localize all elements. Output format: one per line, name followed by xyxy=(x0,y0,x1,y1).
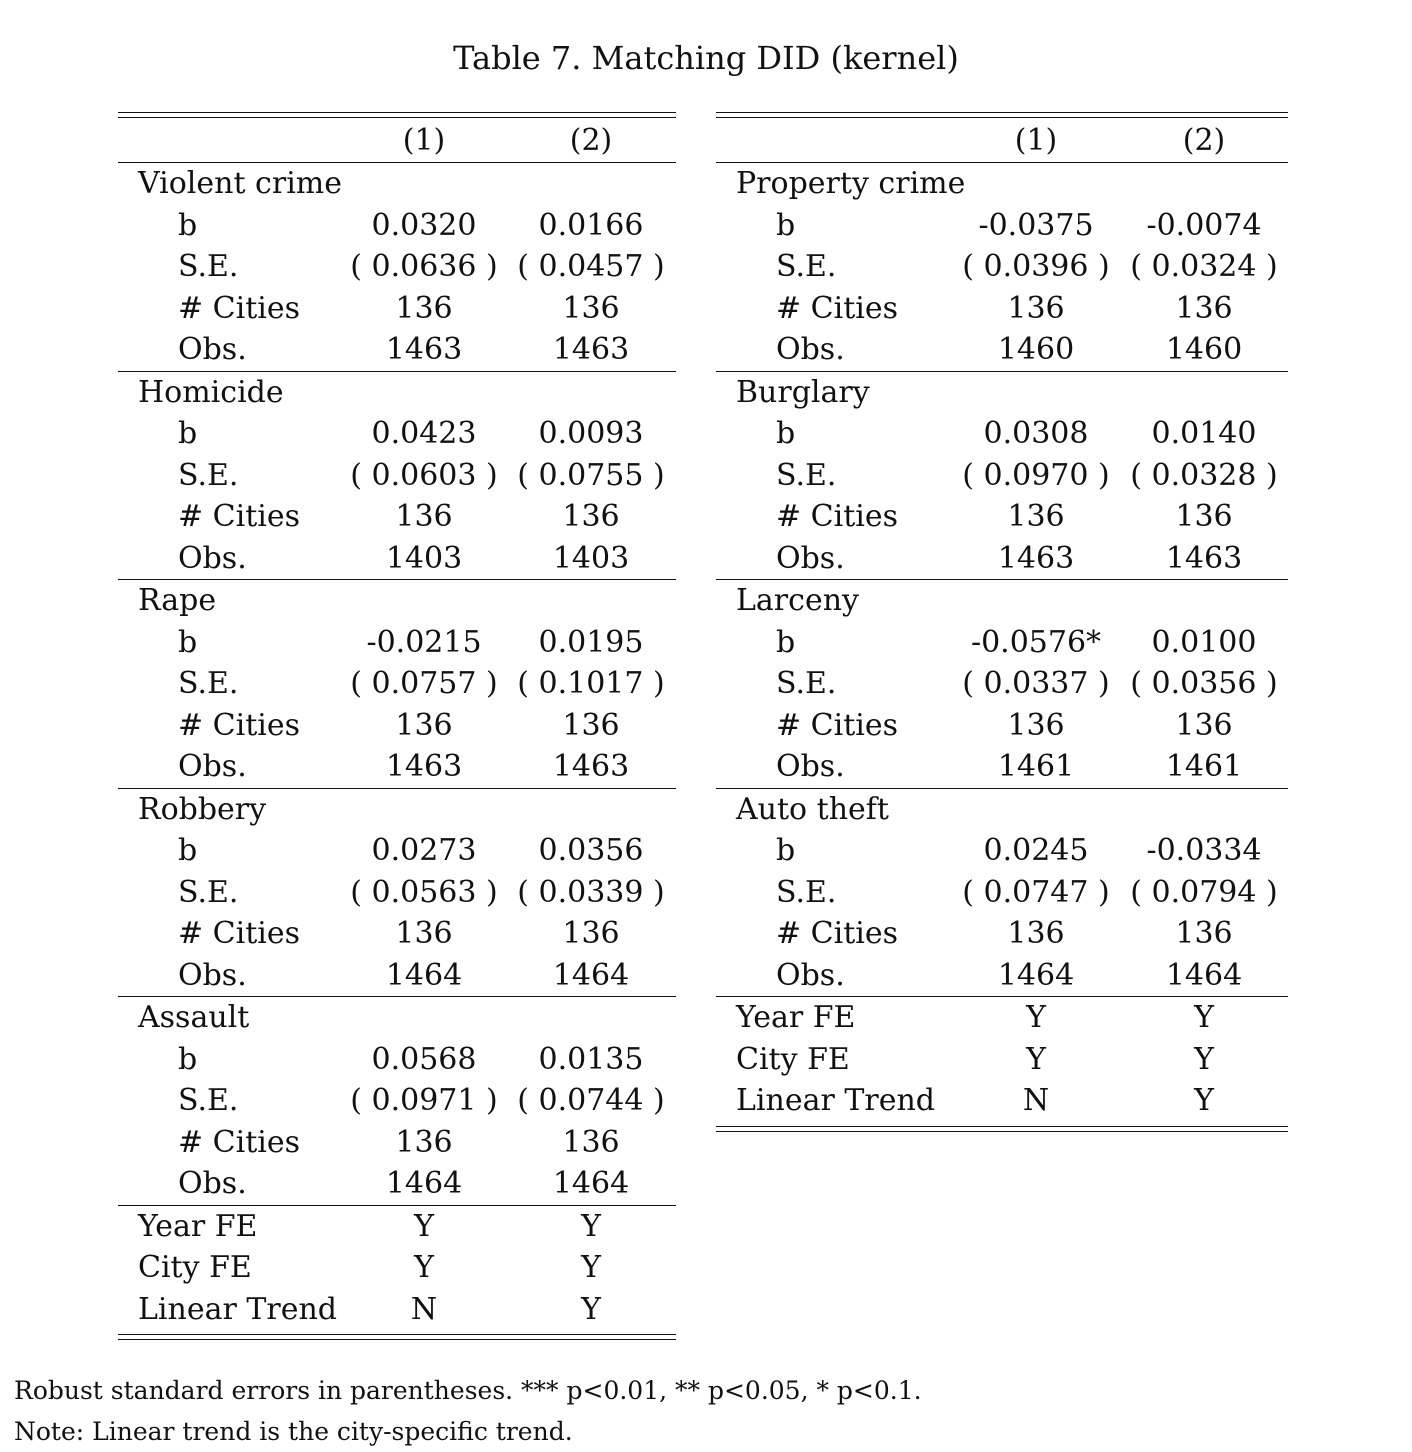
stat-value-col2: ( 0.0324 ) xyxy=(1130,249,1278,284)
stat-label: S.E. xyxy=(178,666,239,701)
stat-label: S.E. xyxy=(776,874,837,910)
stat-value-col2: 1460 xyxy=(1165,332,1243,367)
panel-name: Rape xyxy=(138,583,217,618)
stat-value-col2: ( 0.0794 ) xyxy=(1130,874,1278,910)
stat-value-col2: 136 xyxy=(562,707,620,743)
stat-label: b xyxy=(776,207,796,243)
control-row xyxy=(716,997,1288,1039)
panel-name: Auto theft xyxy=(736,791,889,827)
stat-row-obs xyxy=(716,329,1288,371)
panel-name: Homicide xyxy=(138,374,284,410)
stat-label: Obs. xyxy=(776,332,845,367)
stat-value-col1: 0.0423 xyxy=(371,416,477,451)
stat-value-col2: -0.0074 xyxy=(1146,207,1262,243)
stat-value-col1: 136 xyxy=(395,290,453,326)
stat-value-col2: 1464 xyxy=(552,957,630,993)
stat-value-col1: -0.0576* xyxy=(970,624,1102,660)
stat-label: S.E. xyxy=(178,874,239,910)
stat-row-b xyxy=(118,1039,676,1081)
control-value-col1: N xyxy=(410,1291,438,1327)
stat-value-col1: 1463 xyxy=(385,332,463,367)
stat-value-col2: 136 xyxy=(1175,916,1233,951)
stat-value-col1: 136 xyxy=(1007,707,1065,743)
stat-value-col1: 1464 xyxy=(385,957,463,993)
stat-value-col1: 0.0273 xyxy=(371,833,477,868)
stat-row-se xyxy=(716,663,1288,705)
stat-label: S.E. xyxy=(178,249,239,284)
control-row xyxy=(118,1247,676,1289)
stat-label: S.E. xyxy=(178,1083,239,1118)
control-label: City FE xyxy=(736,1041,850,1077)
stat-row-obs xyxy=(716,955,1288,997)
stat-value-col1: 136 xyxy=(395,707,453,743)
stat-row-se xyxy=(118,246,676,288)
stat-value-col2: -0.0334 xyxy=(1146,833,1262,868)
stat-value-col1: 0.0320 xyxy=(371,207,477,243)
stat-label: S.E. xyxy=(776,457,837,493)
stat-row-cities xyxy=(716,913,1288,955)
stat-value-col1: 0.0245 xyxy=(983,833,1089,868)
stat-value-col1: ( 0.0603 ) xyxy=(350,457,498,493)
stat-value-col1: ( 0.0337 ) xyxy=(962,666,1110,701)
stat-row-se xyxy=(118,872,676,914)
control-value-col1: N xyxy=(1022,1083,1050,1118)
stat-value-col2: 0.0093 xyxy=(538,416,644,451)
stat-row-obs xyxy=(716,538,1288,580)
stat-value-col2: ( 0.0755 ) xyxy=(517,457,665,493)
stat-value-col1: ( 0.0563 ) xyxy=(350,874,498,910)
panel-name-row xyxy=(118,580,676,622)
panel-name: Larceny xyxy=(736,583,859,618)
stat-value-col2: 0.0356 xyxy=(538,833,644,868)
control-value-col2: Y xyxy=(581,1208,601,1244)
stat-row-se xyxy=(716,246,1288,288)
stat-value-col2: ( 0.0339 ) xyxy=(517,874,665,910)
stat-value-col1: ( 0.0757 ) xyxy=(350,666,498,701)
stat-value-col2: 136 xyxy=(1175,707,1233,743)
control-value-col2: Y xyxy=(1194,1041,1214,1077)
control-value-col1: Y xyxy=(1026,1000,1046,1035)
panel-name-row xyxy=(716,789,1288,831)
stat-label: # Cities xyxy=(178,499,301,534)
stat-label: Obs. xyxy=(178,749,247,784)
stat-value-col2: ( 0.0356 ) xyxy=(1130,666,1278,701)
stat-row-b xyxy=(716,622,1288,664)
stat-row-obs xyxy=(716,746,1288,788)
panel-name: Property crime xyxy=(736,166,966,201)
stat-value-col1: ( 0.0636 ) xyxy=(350,249,498,284)
stat-label: Obs. xyxy=(178,1166,247,1201)
table-title: Table 7. Matching DID (kernel) xyxy=(453,39,959,77)
stat-row-b xyxy=(716,830,1288,872)
stat-label: b xyxy=(776,416,796,451)
bottom-double-rule xyxy=(118,1334,676,1340)
stat-value-col1: ( 0.0971 ) xyxy=(350,1083,498,1118)
control-value-col2: Y xyxy=(1194,1083,1214,1118)
table-notes xyxy=(14,1370,922,1452)
stat-row-b xyxy=(716,413,1288,455)
control-row xyxy=(118,1289,676,1331)
stat-label: # Cities xyxy=(178,1124,301,1160)
stat-value-col1: -0.0375 xyxy=(978,207,1094,243)
stat-label: # Cities xyxy=(776,916,899,951)
control-row xyxy=(118,1206,676,1248)
control-label: City FE xyxy=(138,1250,252,1285)
control-row xyxy=(716,1080,1288,1122)
control-value-col1: Y xyxy=(1026,1041,1046,1077)
control-label: Linear Trend xyxy=(736,1083,935,1118)
stat-label: Obs. xyxy=(776,540,845,576)
stat-label: b xyxy=(776,833,796,868)
stat-value-col2: ( 0.0457 ) xyxy=(517,249,665,284)
stat-value-col2: 0.0100 xyxy=(1151,624,1257,660)
stat-value-col2: ( 0.0744 ) xyxy=(517,1083,665,1118)
stat-row-cities xyxy=(118,496,676,538)
stat-value-col2: 136 xyxy=(1175,290,1233,326)
control-value-col1: Y xyxy=(414,1250,434,1285)
stat-label: # Cities xyxy=(776,707,899,743)
stat-value-col1: 1403 xyxy=(385,540,463,576)
stat-label: Obs. xyxy=(178,540,247,576)
stat-value-col1: 1460 xyxy=(997,332,1075,367)
stat-value-col2: 0.0166 xyxy=(538,207,644,243)
stat-row-b xyxy=(716,205,1288,247)
panel-name-row xyxy=(716,372,1288,414)
stat-value-col1: 1464 xyxy=(385,1166,463,1201)
stat-row-obs xyxy=(118,746,676,788)
control-row xyxy=(716,1039,1288,1081)
panel-name-row xyxy=(118,163,676,205)
stat-value-col2: 136 xyxy=(562,916,620,951)
stat-row-cities xyxy=(118,913,676,955)
panel-name: Violent crime xyxy=(138,166,342,201)
stat-value-col1: 1463 xyxy=(385,749,463,784)
stat-value-col2: 136 xyxy=(562,499,620,534)
stat-label: S.E. xyxy=(178,457,239,493)
stat-row-se xyxy=(716,455,1288,497)
stat-value-col2: 1403 xyxy=(552,540,630,576)
stat-value-col1: 136 xyxy=(1007,290,1065,326)
stat-value-col2: 136 xyxy=(562,290,620,326)
control-value-col2: Y xyxy=(581,1250,601,1285)
column-header-1: (1) xyxy=(1014,123,1058,158)
control-label: Year FE xyxy=(138,1208,258,1244)
stat-value-col2: 0.0135 xyxy=(538,1041,644,1077)
stat-label: b xyxy=(178,207,198,243)
stat-row-b xyxy=(118,830,676,872)
stat-value-col2: 136 xyxy=(562,1124,620,1160)
stat-value-col1: 136 xyxy=(395,916,453,951)
stat-value-col1: 0.0568 xyxy=(371,1041,477,1077)
stat-row-cities xyxy=(716,496,1288,538)
stat-value-col2: 1463 xyxy=(552,749,630,784)
stat-label: b xyxy=(178,1041,198,1077)
stat-value-col1: 0.0308 xyxy=(983,416,1089,451)
stat-value-col1: ( 0.0747 ) xyxy=(962,874,1110,910)
stat-label: # Cities xyxy=(776,499,899,534)
stat-row-se xyxy=(118,455,676,497)
stat-value-col2: 0.0195 xyxy=(538,624,644,660)
stat-row-se xyxy=(118,663,676,705)
stat-value-col2: 0.0140 xyxy=(1151,416,1257,451)
stat-row-obs xyxy=(118,538,676,580)
stat-label: b xyxy=(178,833,198,868)
stat-value-col2: 1464 xyxy=(552,1166,630,1201)
stat-label: # Cities xyxy=(178,916,301,951)
stat-value-col1: ( 0.0970 ) xyxy=(962,457,1110,493)
panel-name-row xyxy=(118,789,676,831)
stat-row-cities xyxy=(118,1122,676,1164)
stat-row-b xyxy=(118,413,676,455)
stat-row-b xyxy=(118,622,676,664)
stat-label: Obs. xyxy=(178,332,247,367)
control-value-col2: Y xyxy=(1194,1000,1214,1035)
stat-row-obs xyxy=(118,329,676,371)
stat-label: # Cities xyxy=(178,707,301,743)
stat-label: Obs. xyxy=(776,749,845,784)
stat-label: b xyxy=(776,624,796,660)
stat-value-col1: 1464 xyxy=(997,957,1075,993)
stat-value-col2: 1464 xyxy=(1165,957,1243,993)
stat-row-b xyxy=(118,205,676,247)
right-regression-table xyxy=(716,112,1288,1132)
stat-label: Obs. xyxy=(178,957,247,993)
stat-row-cities xyxy=(118,288,676,330)
control-value-col2: Y xyxy=(581,1291,601,1327)
control-label: Year FE xyxy=(736,1000,856,1035)
stat-label: Obs. xyxy=(776,957,845,993)
stat-row-obs xyxy=(118,1163,676,1205)
panel-name-row xyxy=(118,372,676,414)
stat-row-cities xyxy=(716,288,1288,330)
stat-row-se xyxy=(716,872,1288,914)
stat-label: S.E. xyxy=(776,666,837,701)
stat-value-col2: ( 0.0328 ) xyxy=(1130,457,1278,493)
stat-value-col2: 1463 xyxy=(552,332,630,367)
column-header-2: (2) xyxy=(1182,123,1226,158)
panel-name-row xyxy=(118,997,676,1039)
column-header-1: (1) xyxy=(402,123,446,158)
stat-value-col1: ( 0.0396 ) xyxy=(962,249,1110,284)
stat-label: # Cities xyxy=(178,290,301,326)
significance-note: Robust standard errors in parentheses. *** p<0.01, ** p<0.05, * p<0.1. xyxy=(14,1376,922,1405)
stat-value-col1: 1461 xyxy=(997,749,1075,784)
stat-row-obs xyxy=(118,955,676,997)
left-regression-table xyxy=(118,112,676,1340)
stat-label: b xyxy=(178,416,198,451)
panel-name: Robbery xyxy=(138,791,267,827)
stat-value-col1: 136 xyxy=(1007,499,1065,534)
panel-name: Burglary xyxy=(736,374,870,410)
column-header-2: (2) xyxy=(569,123,613,158)
stat-label: b xyxy=(178,624,198,660)
stat-value-col1: 136 xyxy=(395,499,453,534)
column-header-row xyxy=(118,118,676,162)
stat-value-col2: 136 xyxy=(1175,499,1233,534)
panel-name-row xyxy=(716,580,1288,622)
control-label: Linear Trend xyxy=(138,1291,337,1327)
stat-value-col1: -0.0215 xyxy=(366,624,482,660)
stat-value-col1: 1463 xyxy=(997,540,1075,576)
stat-row-se xyxy=(118,1080,676,1122)
control-value-col1: Y xyxy=(414,1208,434,1244)
panel-name-row xyxy=(716,163,1288,205)
trend-note: Note: Linear trend is the city-specific trend. xyxy=(14,1417,573,1446)
stat-label: S.E. xyxy=(776,249,837,284)
stat-value-col1: 136 xyxy=(1007,916,1065,951)
stat-value-col2: 1463 xyxy=(1165,540,1243,576)
bottom-double-rule xyxy=(716,1126,1288,1132)
column-header-row xyxy=(716,118,1288,162)
panel-name: Assault xyxy=(138,1000,250,1035)
stat-label: # Cities xyxy=(776,290,899,326)
stat-value-col1: 136 xyxy=(395,1124,453,1160)
stat-row-cities xyxy=(716,705,1288,747)
stat-row-cities xyxy=(118,705,676,747)
stat-value-col2: ( 0.1017 ) xyxy=(517,666,665,701)
stat-value-col2: 1461 xyxy=(1165,749,1243,784)
